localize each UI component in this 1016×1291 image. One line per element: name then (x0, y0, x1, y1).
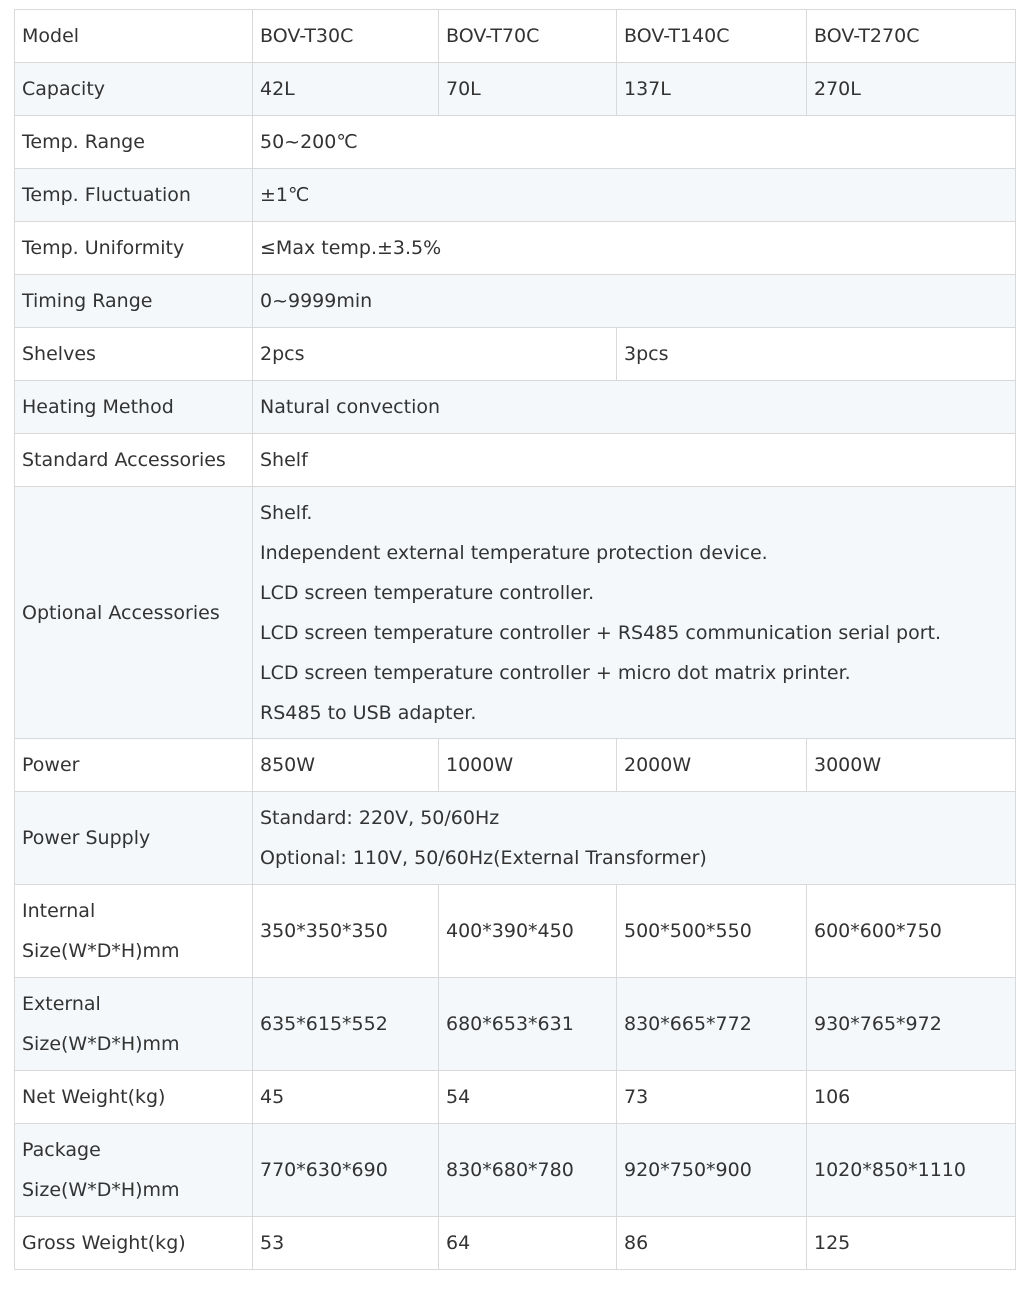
row-capacity (15, 63, 1016, 116)
cell-value: 0~9999min (253, 275, 1016, 328)
row-label: Heating Method (15, 381, 253, 434)
cell-value: 3pcs (617, 328, 1016, 381)
cell-value-multiline (253, 792, 1016, 885)
row-external-size (15, 978, 1016, 1071)
cell-value: BOV-T70C (439, 10, 617, 63)
specification-table (14, 9, 1016, 1270)
cell-value: BOV-T270C (807, 10, 1016, 63)
row-label: Net Weight(kg) (15, 1071, 253, 1124)
cell-value: 930*765*972 (807, 978, 1016, 1071)
row-gross-weight (15, 1217, 1016, 1270)
row-label: Standard Accessories (15, 434, 253, 487)
cell-value: BOV-T140C (617, 10, 807, 63)
accessory-line: LCD screen temperature controller. (260, 581, 595, 604)
row-label: Power (15, 739, 253, 792)
cell-value: Natural convection (253, 381, 1016, 434)
cell-value: 53 (253, 1217, 439, 1270)
row-optional-accessories (15, 487, 1016, 739)
row-label (15, 1124, 253, 1217)
row-label-line: Size(W*D*H)mm (22, 940, 180, 962)
cell-value: ±1℃ (253, 169, 1016, 222)
row-label (15, 885, 253, 978)
row-label: Optional Accessories (15, 487, 253, 739)
cell-value: 270L (807, 63, 1016, 116)
row-shelves (15, 328, 1016, 381)
cell-value: 850W (253, 739, 439, 792)
cell-value: 86 (617, 1217, 807, 1270)
cell-value: 770*630*690 (253, 1124, 439, 1217)
row-label: Power Supply (15, 792, 253, 885)
row-temp-fluctuation (15, 169, 1016, 222)
row-model (15, 10, 1016, 63)
row-power (15, 739, 1016, 792)
row-power-supply (15, 792, 1016, 885)
cell-value: 680*653*631 (439, 978, 617, 1071)
row-label: Model (15, 10, 253, 63)
row-standard-accessories (15, 434, 1016, 487)
row-label-line: Size(W*D*H)mm (22, 1179, 180, 1201)
cell-value: 2pcs (253, 328, 617, 381)
cell-value: 73 (617, 1071, 807, 1124)
row-label-line: External (22, 993, 101, 1015)
cell-value: BOV-T30C (253, 10, 439, 63)
cell-value: 54 (439, 1071, 617, 1124)
cell-value: 125 (807, 1217, 1016, 1270)
accessory-line: Shelf. (260, 501, 313, 524)
row-internal-size (15, 885, 1016, 978)
cell-value: 64 (439, 1217, 617, 1270)
row-label-line: Package (22, 1139, 101, 1161)
power-supply-line: Standard: 220V, 50/60Hz (260, 807, 500, 829)
row-label-line: Size(W*D*H)mm (22, 1033, 180, 1055)
cell-value: 635*615*552 (253, 978, 439, 1071)
accessory-line: Independent external temperature protection device. (260, 541, 768, 564)
cell-value: 830*680*780 (439, 1124, 617, 1217)
cell-value: 600*600*750 (807, 885, 1016, 978)
cell-value: 1000W (439, 739, 617, 792)
cell-value: Shelf (253, 434, 1016, 487)
row-label: Temp. Fluctuation (15, 169, 253, 222)
row-heating-method (15, 381, 1016, 434)
row-label (15, 978, 253, 1071)
cell-value: 45 (253, 1071, 439, 1124)
cell-value: 137L (617, 63, 807, 116)
cell-value: 400*390*450 (439, 885, 617, 978)
row-temp-range (15, 116, 1016, 169)
row-label: Shelves (15, 328, 253, 381)
row-label: Temp. Uniformity (15, 222, 253, 275)
cell-value: 106 (807, 1071, 1016, 1124)
row-label-line: Internal (22, 900, 96, 922)
cell-value: 350*350*350 (253, 885, 439, 978)
accessory-line: RS485 to USB adapter. (260, 701, 477, 724)
cell-value: ≤Max temp.±3.5% (253, 222, 1016, 275)
row-label: Capacity (15, 63, 253, 116)
cell-value: 2000W (617, 739, 807, 792)
row-package-size (15, 1124, 1016, 1217)
cell-value: 42L (253, 63, 439, 116)
cell-value: 3000W (807, 739, 1016, 792)
row-label: Timing Range (15, 275, 253, 328)
cell-value: 500*500*550 (617, 885, 807, 978)
cell-value: 920*750*900 (617, 1124, 807, 1217)
accessory-line: LCD screen temperature controller + micro dot matrix printer. (260, 661, 851, 684)
row-timing-range (15, 275, 1016, 328)
row-temp-uniformity (15, 222, 1016, 275)
cell-value: 1020*850*1110 (807, 1124, 1016, 1217)
row-net-weight (15, 1071, 1016, 1124)
cell-value: 830*665*772 (617, 978, 807, 1071)
row-label: Gross Weight(kg) (15, 1217, 253, 1270)
accessory-line: LCD screen temperature controller + RS485 communication serial port. (260, 621, 941, 644)
cell-value: 70L (439, 63, 617, 116)
row-label: Temp. Range (15, 116, 253, 169)
power-supply-line: Optional: 110V, 50/60Hz(External Transformer) (260, 847, 707, 869)
cell-value: 50~200℃ (253, 116, 1016, 169)
cell-value-multiline (253, 487, 1016, 739)
